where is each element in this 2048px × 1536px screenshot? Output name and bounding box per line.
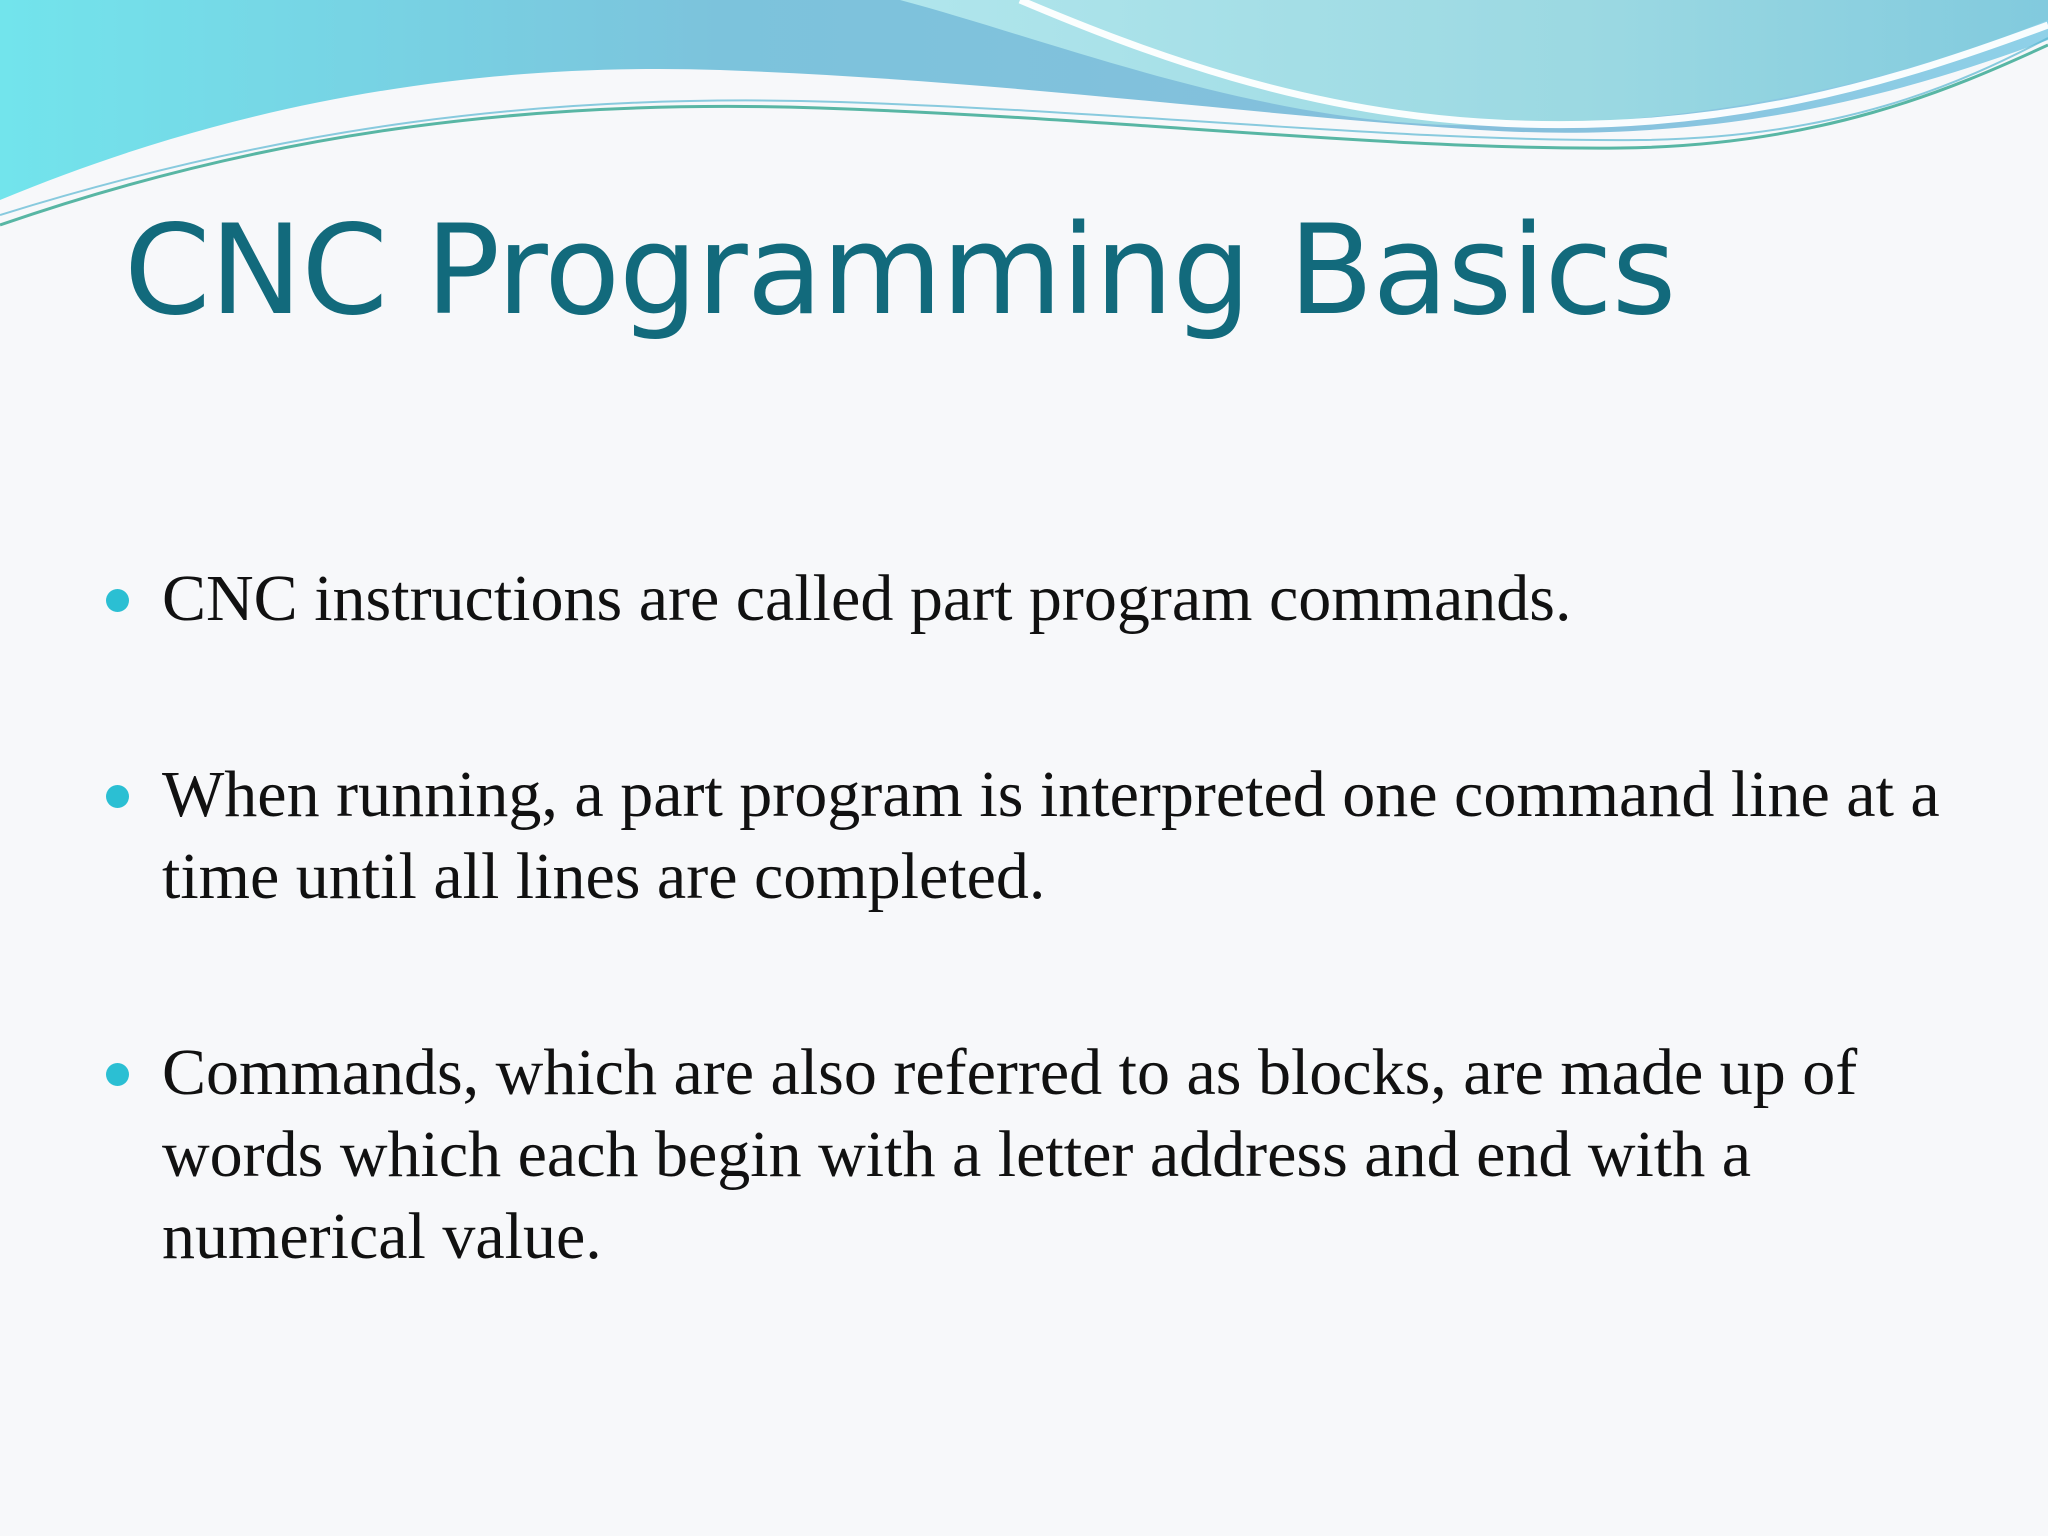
bullet-dot-icon: [106, 1063, 129, 1086]
bullet-item: [100, 558, 1980, 640]
bullet-text: When running, a part program is interpreted one command line at a time until all lines are completed.: [162, 758, 1940, 913]
bullet-list: [100, 558, 1980, 1278]
bullet-text: CNC instructions are called part program commands.: [162, 562, 1572, 635]
bullet-item: [100, 754, 1980, 918]
bullet-item: [100, 1032, 1980, 1278]
slide-title: CNC Programming Basics: [124, 199, 1676, 343]
bullet-text: Commands, which are also referred to as blocks, are made up of words which each begin with a letter address and end with a numerical value.: [162, 1036, 1858, 1273]
bullet-dot-icon: [106, 589, 129, 612]
bullet-dot-icon: [106, 785, 129, 808]
